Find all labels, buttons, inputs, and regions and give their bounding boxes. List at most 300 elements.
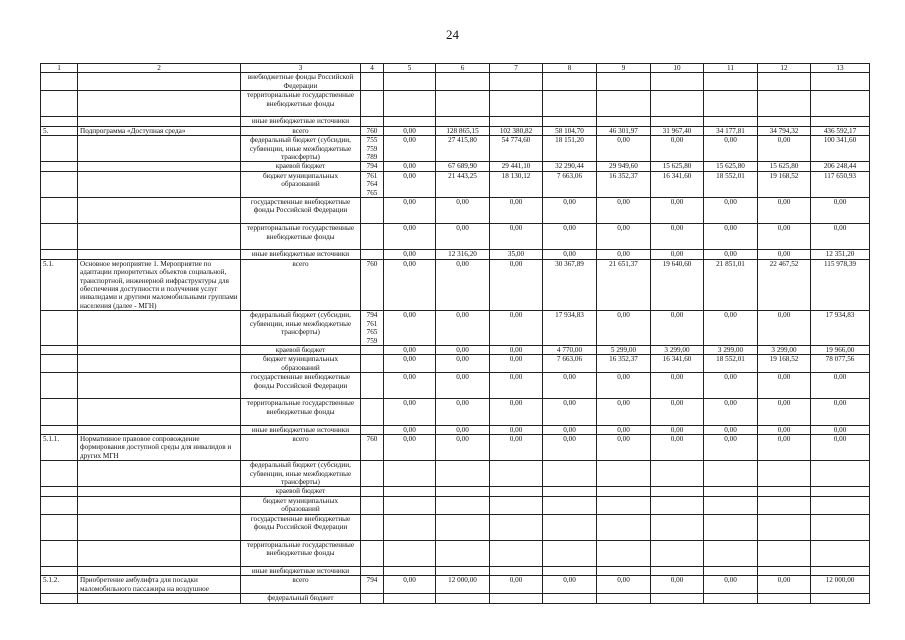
value-cell: 12 000,00 [811, 576, 870, 594]
header-cell: 4 [361, 64, 384, 73]
value-cell [597, 496, 651, 514]
value-cell: 19 168,52 [758, 171, 811, 197]
value-cell: 18 130,12 [490, 171, 543, 197]
code-cell [361, 73, 384, 91]
funding-source-cell: всего [241, 259, 361, 310]
value-cell: 0,00 [543, 250, 597, 259]
table-row [41, 345, 870, 354]
value-cell [490, 594, 543, 603]
value-cell [543, 566, 597, 575]
row-number-cell [41, 540, 78, 566]
value-cell: 0,00 [811, 399, 870, 425]
code-cell: 761 764 765 [361, 171, 384, 197]
row-number-cell [41, 73, 78, 91]
value-cell: 0,00 [704, 373, 758, 399]
program-name-cell: Приобретение амбулифта для посадки маломобильного пассажира на воздушное [78, 576, 241, 594]
value-cell [543, 514, 597, 540]
value-cell: 0,00 [436, 224, 490, 250]
value-cell [384, 594, 436, 603]
value-cell: 0,00 [490, 355, 543, 373]
table-row [41, 576, 870, 594]
row-number-cell: 5. [41, 126, 78, 135]
value-cell [543, 73, 597, 91]
value-cell: 22 467,52 [758, 259, 811, 310]
value-cell: 78 077,56 [811, 355, 870, 373]
header-cell: 6 [436, 64, 490, 73]
funding-source-cell: краевой бюджет [241, 487, 361, 496]
table-row [41, 117, 870, 126]
value-cell [543, 117, 597, 126]
code-cell [361, 355, 384, 373]
value-cell [811, 91, 870, 117]
value-cell [490, 461, 543, 487]
table-row [41, 514, 870, 540]
value-cell: 117 650,93 [811, 171, 870, 197]
row-number-cell [41, 162, 78, 171]
value-cell [758, 566, 811, 575]
code-cell: 794 761 765 759 [361, 311, 384, 346]
value-cell: 0,00 [384, 576, 436, 594]
value-cell: 100 341,60 [811, 136, 870, 162]
value-cell [651, 566, 704, 575]
value-cell: 0,00 [436, 399, 490, 425]
table-row [41, 73, 870, 91]
table-row [41, 487, 870, 496]
value-cell: 16 352,37 [597, 171, 651, 197]
row-number-cell [41, 461, 78, 487]
value-cell [543, 594, 597, 603]
value-cell [384, 487, 436, 496]
program-name-cell [78, 373, 241, 399]
table-row [41, 162, 870, 171]
program-name-cell [78, 136, 241, 162]
value-cell: 0,00 [597, 311, 651, 346]
value-cell: 0,00 [758, 576, 811, 594]
value-cell [704, 91, 758, 117]
funding-source-cell: краевой бюджет [241, 162, 361, 171]
table-row [41, 224, 870, 250]
table-row [41, 171, 870, 197]
code-cell [361, 487, 384, 496]
value-cell: 3 299,00 [758, 345, 811, 354]
value-cell: 34 177,81 [704, 126, 758, 135]
row-number-cell [41, 171, 78, 197]
value-cell: 21 443,25 [436, 171, 490, 197]
program-name-cell [78, 224, 241, 250]
table-row [41, 136, 870, 162]
value-cell: 206 248,44 [811, 162, 870, 171]
funding-source-cell: государственные внебюджетные фонды Российской Федерации [241, 373, 361, 399]
value-cell: 0,00 [811, 373, 870, 399]
value-cell [436, 117, 490, 126]
value-cell [436, 487, 490, 496]
program-name-cell [78, 91, 241, 117]
header-cell: 12 [758, 64, 811, 73]
value-cell [758, 496, 811, 514]
value-cell [384, 73, 436, 91]
value-cell: 0,00 [704, 434, 758, 460]
value-cell: 31 967,40 [651, 126, 704, 135]
value-cell: 0,00 [651, 576, 704, 594]
funding-source-cell: территориальные государственные внебюджетные фонды [241, 540, 361, 566]
row-number-cell [41, 566, 78, 575]
program-name-cell: Подпрограмма «Доступная среда» [78, 126, 241, 135]
value-cell: 34 794,32 [758, 126, 811, 135]
value-cell [811, 566, 870, 575]
value-cell: 0,00 [490, 224, 543, 250]
value-cell [704, 487, 758, 496]
value-cell: 0,00 [758, 136, 811, 162]
program-name-cell [78, 162, 241, 171]
value-cell: 0,00 [490, 198, 543, 224]
value-cell [384, 117, 436, 126]
value-cell: 0,00 [543, 198, 597, 224]
value-cell [704, 540, 758, 566]
value-cell: 0,00 [811, 425, 870, 434]
value-cell: 0,00 [384, 345, 436, 354]
funding-source-cell: внебюджетные фонды Российской Федерации [241, 73, 361, 91]
table-row [41, 126, 870, 135]
code-cell [361, 345, 384, 354]
program-name-cell [78, 496, 241, 514]
funding-source-cell: государственные внебюджетные фонды Российской Федерации [241, 198, 361, 224]
value-cell: 30 367,89 [543, 259, 597, 310]
code-cell: 755 759 789 [361, 136, 384, 162]
value-cell [758, 117, 811, 126]
header-cell: 8 [543, 64, 597, 73]
value-cell: 7 663,06 [543, 171, 597, 197]
funding-source-cell: федеральный бюджет [241, 594, 361, 603]
value-cell: 0,00 [436, 311, 490, 346]
value-cell: 0,00 [490, 259, 543, 310]
table-row [41, 399, 870, 425]
value-cell: 0,00 [597, 250, 651, 259]
header-row [41, 64, 870, 73]
value-cell: 0,00 [436, 373, 490, 399]
program-name-cell [78, 198, 241, 224]
value-cell: 21 851,01 [704, 259, 758, 310]
row-number-cell [41, 136, 78, 162]
funding-source-cell: иные внебюджетные источники [241, 425, 361, 434]
row-number-cell: 5.1. [41, 259, 78, 310]
value-cell [597, 540, 651, 566]
value-cell: 0,00 [597, 373, 651, 399]
row-number-cell [41, 594, 78, 603]
value-cell [384, 566, 436, 575]
row-number-cell: 5.1.2. [41, 576, 78, 594]
value-cell [436, 91, 490, 117]
value-cell [436, 594, 490, 603]
value-cell: 0,00 [490, 425, 543, 434]
value-cell: 0,00 [543, 576, 597, 594]
table-row [41, 594, 870, 603]
header-cell: 3 [241, 64, 361, 73]
value-cell: 0,00 [436, 355, 490, 373]
code-cell [361, 399, 384, 425]
value-cell: 0,00 [436, 198, 490, 224]
table-row [41, 311, 870, 346]
value-cell: 0,00 [597, 198, 651, 224]
table-row [41, 425, 870, 434]
value-cell [704, 73, 758, 91]
value-cell: 7 663,06 [543, 355, 597, 373]
page-number: 24 [446, 27, 459, 42]
value-cell [543, 540, 597, 566]
value-cell: 5 299,00 [597, 345, 651, 354]
value-cell: 16 352,37 [597, 355, 651, 373]
value-cell [436, 461, 490, 487]
value-cell: 0,00 [436, 434, 490, 460]
program-name-cell [78, 461, 241, 487]
value-cell: 3 299,00 [704, 345, 758, 354]
value-cell: 19 168,52 [758, 355, 811, 373]
value-cell [490, 117, 543, 126]
value-cell: 19 640,60 [651, 259, 704, 310]
value-cell [597, 487, 651, 496]
value-cell: 0,00 [436, 259, 490, 310]
program-name-cell [78, 425, 241, 434]
value-cell [384, 540, 436, 566]
value-cell [704, 496, 758, 514]
program-name-cell [78, 540, 241, 566]
value-cell: 0,00 [543, 399, 597, 425]
code-cell [361, 461, 384, 487]
value-cell: 0,00 [384, 224, 436, 250]
row-number-cell [41, 224, 78, 250]
value-cell [651, 91, 704, 117]
funding-source-cell: всего [241, 576, 361, 594]
value-cell: 32 290,44 [543, 162, 597, 171]
table-row [41, 259, 870, 310]
value-cell [811, 117, 870, 126]
value-cell: 0,00 [384, 399, 436, 425]
row-number-cell [41, 399, 78, 425]
funding-source-cell: федеральный бюджет (субсидии, субвенции, иные межбюджетные трансферты) [241, 311, 361, 346]
table-row [41, 373, 870, 399]
header-cell: 5 [384, 64, 436, 73]
value-cell: 0,00 [384, 171, 436, 197]
row-number-cell [41, 91, 78, 117]
table-row [41, 540, 870, 566]
row-number-cell [41, 198, 78, 224]
value-cell: 29 949,60 [597, 162, 651, 171]
value-cell [704, 461, 758, 487]
code-cell: 760 [361, 126, 384, 135]
value-cell: 0,00 [704, 576, 758, 594]
value-cell [490, 73, 543, 91]
value-cell [811, 496, 870, 514]
value-cell: 0,00 [758, 224, 811, 250]
value-cell: 0,00 [704, 425, 758, 434]
row-number-cell [41, 496, 78, 514]
value-cell: 0,00 [384, 425, 436, 434]
code-cell [361, 117, 384, 126]
value-cell: 0,00 [597, 576, 651, 594]
value-cell: 0,00 [758, 198, 811, 224]
value-cell: 0,00 [651, 224, 704, 250]
value-cell: 0,00 [597, 425, 651, 434]
header-cell: 1 [41, 64, 78, 73]
funding-source-cell: государственные внебюджетные фонды Российской Федерации [241, 514, 361, 540]
row-number-cell [41, 311, 78, 346]
value-cell: 17 934,83 [811, 311, 870, 346]
code-cell: 794 [361, 576, 384, 594]
value-cell: 128 865,15 [436, 126, 490, 135]
value-cell [758, 514, 811, 540]
table-body [41, 64, 870, 604]
value-cell: 0,00 [704, 224, 758, 250]
value-cell: 0,00 [758, 425, 811, 434]
value-cell: 0,00 [704, 136, 758, 162]
code-cell [361, 224, 384, 250]
value-cell: 0,00 [811, 434, 870, 460]
value-cell: 436 592,17 [811, 126, 870, 135]
value-cell: 0,00 [597, 399, 651, 425]
header-cell: 2 [78, 64, 241, 73]
row-number-cell [41, 373, 78, 399]
value-cell: 0,00 [384, 373, 436, 399]
value-cell: 15 625,80 [758, 162, 811, 171]
header-cell: 10 [651, 64, 704, 73]
value-cell [543, 487, 597, 496]
value-cell: 3 299,00 [651, 345, 704, 354]
value-cell [597, 73, 651, 91]
value-cell [704, 594, 758, 603]
value-cell: 58 104,70 [543, 126, 597, 135]
value-cell [543, 91, 597, 117]
value-cell: 0,00 [384, 434, 436, 460]
value-cell: 0,00 [651, 311, 704, 346]
value-cell [704, 566, 758, 575]
value-cell: 0,00 [758, 434, 811, 460]
program-name-cell [78, 73, 241, 91]
header-cell: 7 [490, 64, 543, 73]
funding-source-cell: федеральный бюджет (субсидии, субвенции, иные межбюджетные трансферты) [241, 136, 361, 162]
funding-source-cell: территориальные государственные внебюджетные фонды [241, 399, 361, 425]
value-cell [490, 566, 543, 575]
value-cell: 0,00 [490, 399, 543, 425]
value-cell [597, 91, 651, 117]
funding-source-cell: краевой бюджет [241, 345, 361, 354]
value-cell: 0,00 [384, 250, 436, 259]
value-cell [758, 487, 811, 496]
value-cell [436, 566, 490, 575]
value-cell [651, 514, 704, 540]
value-cell [490, 540, 543, 566]
table-row [41, 91, 870, 117]
value-cell: 0,00 [597, 224, 651, 250]
funding-source-cell: бюджет муниципальных образований [241, 496, 361, 514]
value-cell: 0,00 [758, 311, 811, 346]
code-cell [361, 594, 384, 603]
code-cell [361, 198, 384, 224]
value-cell: 115 978,39 [811, 259, 870, 310]
value-cell: 0,00 [543, 373, 597, 399]
funding-source-cell: всего [241, 434, 361, 460]
value-cell: 102 380,82 [490, 126, 543, 135]
funding-source-cell: бюджет муниципальных образований [241, 171, 361, 197]
code-cell: 760 [361, 434, 384, 460]
program-name-cell [78, 345, 241, 354]
value-cell [811, 73, 870, 91]
value-cell: 0,00 [651, 425, 704, 434]
value-cell [811, 514, 870, 540]
value-cell: 46 301,97 [597, 126, 651, 135]
code-cell [361, 373, 384, 399]
table-row [41, 355, 870, 373]
row-number-cell [41, 514, 78, 540]
funding-source-cell: иные внебюджетные источники [241, 566, 361, 575]
table-row [41, 198, 870, 224]
value-cell: 21 651,37 [597, 259, 651, 310]
funding-source-cell: территориальные государственные внебюджетные фонды [241, 91, 361, 117]
value-cell: 0,00 [384, 136, 436, 162]
value-cell [384, 461, 436, 487]
value-cell: 0,00 [758, 250, 811, 259]
code-cell [361, 496, 384, 514]
value-cell: 0,00 [704, 399, 758, 425]
header-cell: 11 [704, 64, 758, 73]
value-cell: 0,00 [651, 434, 704, 460]
value-cell: 15 625,80 [704, 162, 758, 171]
value-cell [704, 514, 758, 540]
table-row [41, 461, 870, 487]
value-cell [651, 117, 704, 126]
value-cell: 0,00 [597, 136, 651, 162]
row-number-cell [41, 355, 78, 373]
value-cell [490, 91, 543, 117]
value-cell [811, 540, 870, 566]
value-cell: 0,00 [758, 399, 811, 425]
funding-source-cell: федеральный бюджет (субсидии, субвенции, иные межбюджетные трансферты) [241, 461, 361, 487]
value-cell [758, 540, 811, 566]
value-cell [651, 540, 704, 566]
value-cell: 27 415,80 [436, 136, 490, 162]
value-cell: 0,00 [543, 224, 597, 250]
value-cell: 0,00 [811, 224, 870, 250]
value-cell: 0,00 [651, 373, 704, 399]
value-cell: 0,00 [704, 198, 758, 224]
value-cell: 67 689,90 [436, 162, 490, 171]
value-cell: 0,00 [651, 136, 704, 162]
value-cell: 0,00 [704, 250, 758, 259]
value-cell [384, 496, 436, 514]
table-row [41, 250, 870, 259]
value-cell: 35,00 [490, 250, 543, 259]
value-cell: 18 151,20 [543, 136, 597, 162]
value-cell: 0,00 [384, 311, 436, 346]
program-name-cell: Нормативное правовое сопровождение формирования доступной среды для инвалидов и других МГН [78, 434, 241, 460]
program-name-cell [78, 487, 241, 496]
table-row [41, 434, 870, 460]
value-cell [597, 566, 651, 575]
value-cell [543, 461, 597, 487]
value-cell: 19 966,00 [811, 345, 870, 354]
value-cell [597, 461, 651, 487]
value-cell: 16 341,60 [651, 171, 704, 197]
value-cell: 4 770,00 [543, 345, 597, 354]
value-cell: 0,00 [490, 373, 543, 399]
value-cell [436, 540, 490, 566]
header-cell: 13 [811, 64, 870, 73]
value-cell [597, 514, 651, 540]
value-cell: 0,00 [490, 576, 543, 594]
row-number-cell [41, 425, 78, 434]
code-cell [361, 540, 384, 566]
value-cell [384, 91, 436, 117]
value-cell: 0,00 [436, 425, 490, 434]
value-cell [436, 514, 490, 540]
